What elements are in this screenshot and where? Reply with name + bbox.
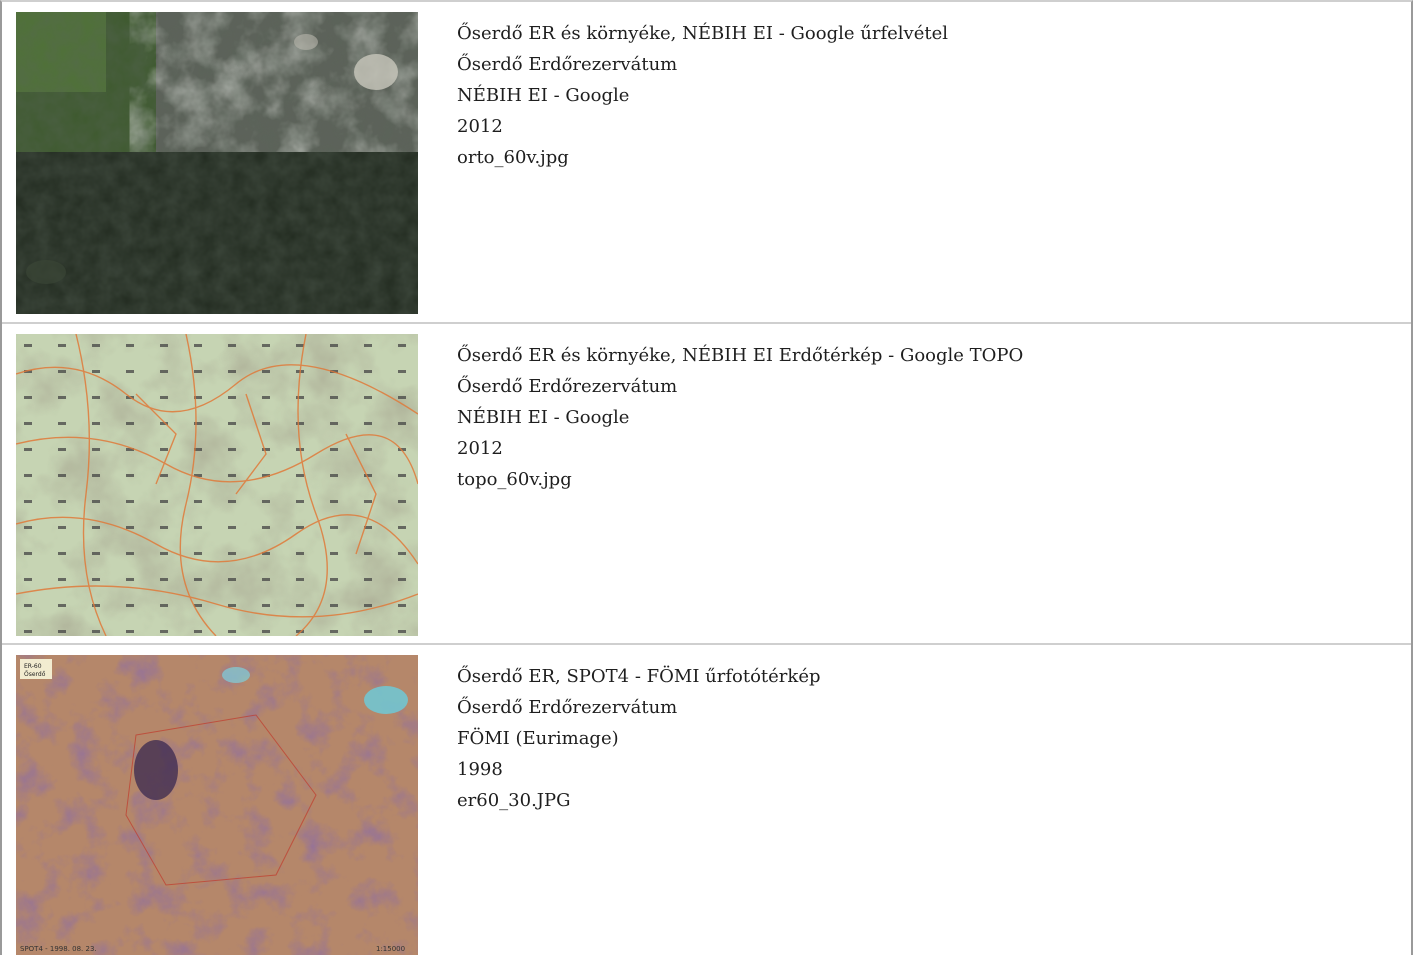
image-filename: topo_60v.jpg bbox=[457, 469, 572, 490]
reserve-name: Őserdő Erdőrezervátum bbox=[457, 376, 678, 397]
reserve-image-label: Őserdő bbox=[24, 671, 46, 678]
satellite-image bbox=[16, 12, 418, 314]
image-title: Őserdő ER és környéke, NÉBIH EI - Google űrfelvétel bbox=[457, 23, 948, 44]
image-filename: er60_30.JPG bbox=[457, 790, 571, 811]
image-year: 2012 bbox=[457, 116, 503, 137]
image-title: Őserdő ER és környéke, NÉBIH EI Erdőtérkép - Google TOPO bbox=[457, 345, 1024, 366]
topographic-map-thumbnail[interactable] bbox=[16, 334, 418, 636]
gallery-row bbox=[2, 2, 1411, 324]
scale-label: 1:15000 bbox=[376, 945, 406, 953]
satellite-image-thumbnail[interactable] bbox=[16, 12, 418, 314]
image-source: FÖMI (Eurimage) bbox=[457, 728, 619, 749]
image-source: NÉBIH EI - Google bbox=[457, 407, 630, 428]
spot4-satellite-map-image bbox=[16, 655, 418, 955]
image-metadata bbox=[457, 340, 1023, 495]
gallery-row bbox=[2, 324, 1411, 645]
spot4-date-label: SPOT4 - 1998. 08. 23. bbox=[20, 945, 97, 953]
image-filename: orto_60v.jpg bbox=[457, 147, 569, 168]
image-year: 1998 bbox=[457, 759, 503, 780]
image-metadata bbox=[457, 18, 948, 173]
gallery-row bbox=[2, 645, 1411, 955]
image-source: NÉBIH EI - Google bbox=[457, 85, 630, 106]
reserve-code-label: ER-60 bbox=[24, 663, 42, 670]
image-year: 2012 bbox=[457, 438, 503, 459]
image-metadata bbox=[457, 661, 821, 816]
image-title: Őserdő ER, SPOT4 - FÖMI űrfotótérkép bbox=[457, 666, 821, 687]
topographic-map-image bbox=[16, 334, 418, 636]
reserve-name: Őserdő Erdőrezervátum bbox=[457, 697, 678, 718]
spot4-satellite-map-thumbnail[interactable] bbox=[16, 655, 418, 955]
reserve-name: Őserdő Erdőrezervátum bbox=[457, 54, 678, 75]
